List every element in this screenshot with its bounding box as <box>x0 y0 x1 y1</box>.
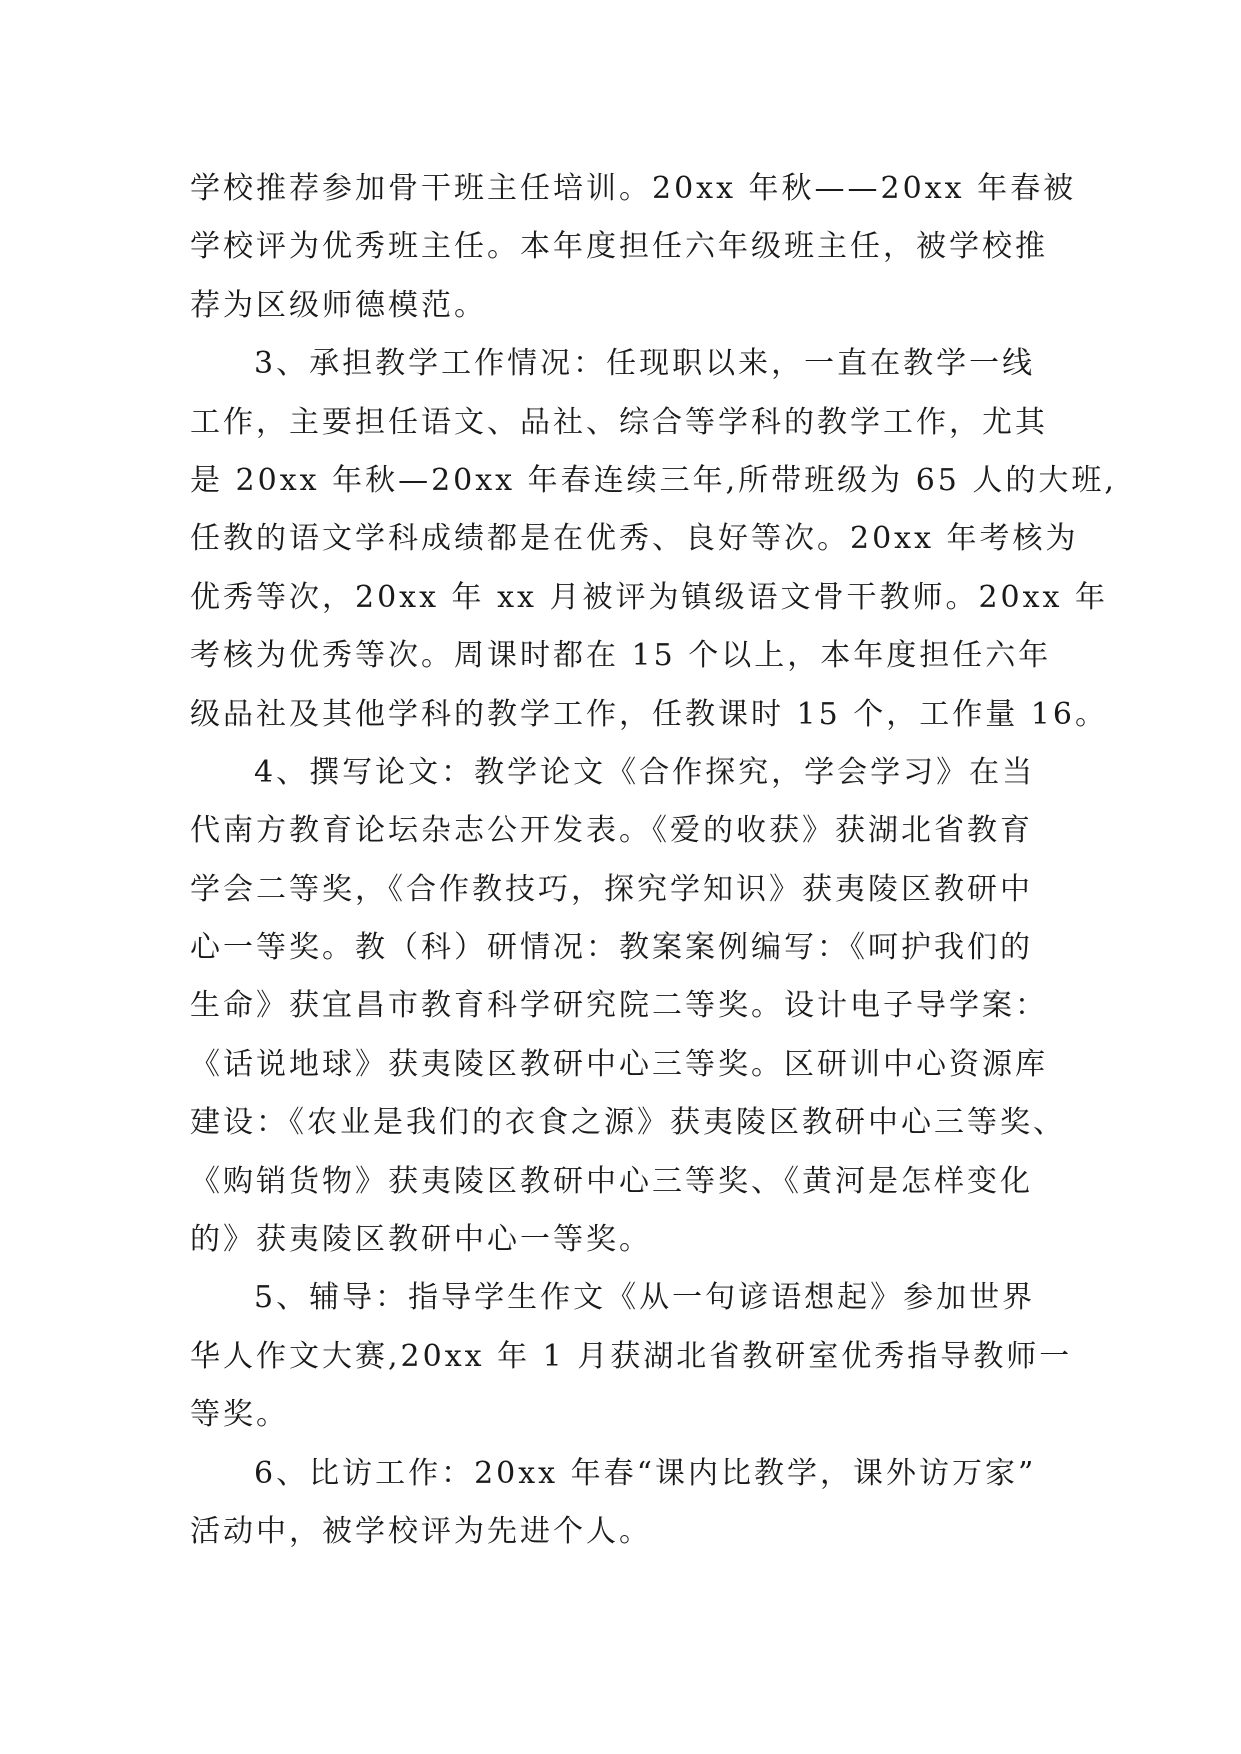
text-line: 优秀等次，20xx 年 xx 月被评为镇级语文骨干教师。20xx 年 <box>190 579 1109 615</box>
text-line: 建设：《农业是我们的衣食之源》获夷陵区教研中心三等奖、 <box>190 1105 1066 1141</box>
text-line: 是 20xx 年秋—20xx 年春连续三年,所带班级为 65 人的大班, <box>190 462 1117 498</box>
text-line: 学会二等奖，《合作教技巧，探究学知识》获夷陵区教研中 <box>190 871 1033 907</box>
paragraph-4-start: 4、撰写论文：教学论文《合作探究，学会学习》在当 <box>254 754 1036 790</box>
text-line: 活动中，被学校评为先进个人。 <box>190 1513 652 1549</box>
text-line: 荐为区级师德模范。 <box>190 287 487 323</box>
paragraph-6-start: 6、比访工作：20xx 年春“课内比教学，课外访万家” <box>254 1455 1037 1491</box>
text-line: 任教的语文学科成绩都是在优秀、良好等次。20xx 年考核为 <box>190 521 1079 557</box>
text-line: 华人作文大赛,20xx 年 1 月获湖北省教研室优秀指导教师一 <box>190 1338 1073 1374</box>
text-line: 的》获夷陵区教研中心一等奖。 <box>190 1222 652 1258</box>
text-line: 级品社及其他学科的教学工作，任教课时 15 个，工作量 16。 <box>190 696 1108 732</box>
paragraph-5-start: 5、辅导：指导学生作文《从一句谚语想起》参加世界 <box>254 1280 1036 1316</box>
text-line: 考核为优秀等次。周课时都在 15 个以上，本年度担任六年 <box>190 638 1052 674</box>
text-line: 工作，主要担任语文、品社、综合等学科的教学工作，尤其 <box>190 404 1048 440</box>
text-line: 学校推荐参加骨干班主任培训。20xx 年秋——20xx 年春被 <box>190 171 1077 206</box>
text-line: 《话说地球》获夷陵区教研中心三等奖。区研训中心资源库 <box>190 1046 1048 1082</box>
text-line: 心一等奖。教（科）研情况：教案案例编写：《呵护我们的 <box>190 930 1033 966</box>
text-line: 《购销货物》获夷陵区教研中心三等奖、《黄河是怎样变化 <box>190 1163 1033 1199</box>
text-line: 代南方教育论坛杂志公开发表。《爱的收获》获湖北省教育 <box>190 813 1033 849</box>
text-line: 生命》获宜昌市教育科学研究院二等奖。设计电子导学案： <box>190 988 1048 1024</box>
text-line: 等奖。 <box>190 1397 289 1433</box>
paragraph-3-start: 3、承担教学工作情况：任现职以来，一直在教学一线 <box>254 346 1036 382</box>
document-body <box>190 160 1117 1561</box>
text-line: 学校评为优秀班主任。本年度担任六年级班主任，被学校推 <box>190 229 1048 265</box>
